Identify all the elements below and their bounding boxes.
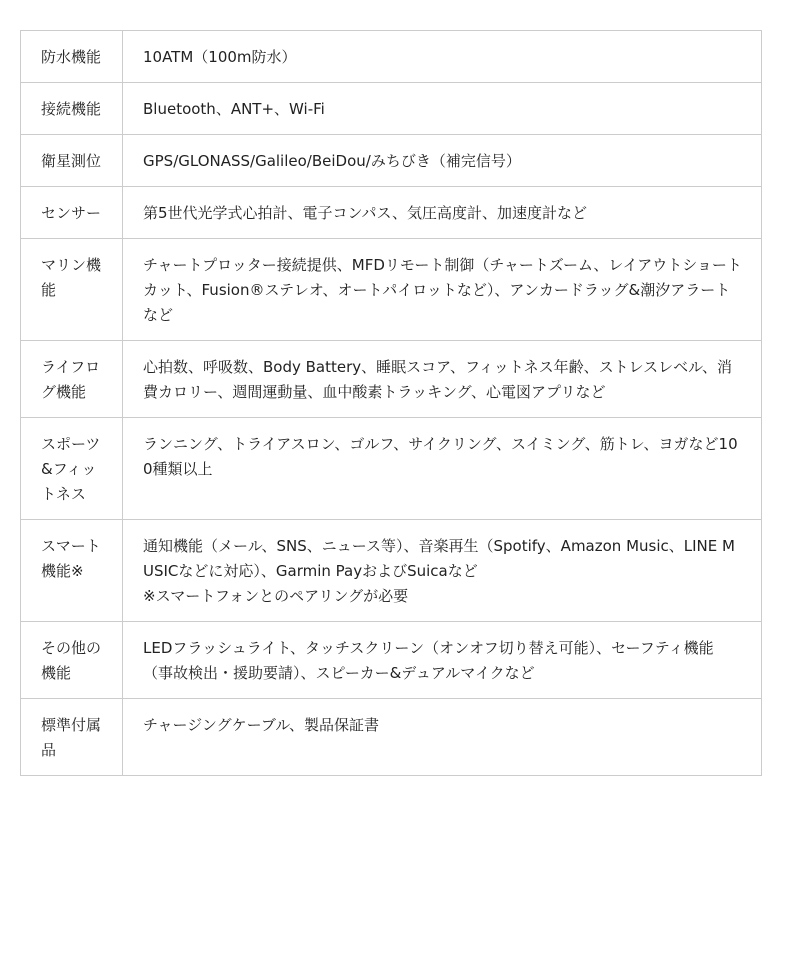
- table-row: [21, 239, 762, 341]
- table-row: [21, 31, 762, 83]
- spec-value: ランニング、トライアスロン、ゴルフ、サイクリング、スイミング、筋トレ、ヨガなど100種類以上: [123, 418, 762, 520]
- spec-label: 標準付属品: [21, 699, 123, 776]
- spec-label: その他の機能: [21, 622, 123, 699]
- spec-label: スマート機能※: [21, 520, 123, 622]
- spec-value: 心拍数、呼吸数、Body Battery、睡眠スコア、フィットネス年齢、ストレスレベル、消費カロリー、週間運動量、血中酸素トラッキング、心電図アプリなど: [123, 341, 762, 418]
- spec-label: 接続機能: [21, 83, 123, 135]
- spec-table: [20, 30, 762, 776]
- table-row: [21, 622, 762, 699]
- table-row: [21, 135, 762, 187]
- table-row: [21, 341, 762, 418]
- table-row: [21, 520, 762, 622]
- spec-label: センサー: [21, 187, 123, 239]
- spec-value: 通知機能（メール、SNS、ニュース等）、音楽再生（Spotify、Amazon Music、LINE MUSICなどに対応）、Garmin PayおよびSuicaなど ※スマートフォンとのペアリングが必要: [123, 520, 762, 622]
- spec-value: 第5世代光学式心拍計、電子コンパス、気圧高度計、加速度計など: [123, 187, 762, 239]
- spec-label: マリン機能: [21, 239, 123, 341]
- spec-value: LEDフラッシュライト、タッチスクリーン（オンオフ切り替え可能）、セーフティ機能（事故検出・援助要請）、スピーカー&デュアルマイクなど: [123, 622, 762, 699]
- spec-label: スポーツ&フィットネス: [21, 418, 123, 520]
- table-row: [21, 699, 762, 776]
- spec-label: 防水機能: [21, 31, 123, 83]
- table-row: [21, 418, 762, 520]
- spec-value: GPS/GLONASS/Galileo/BeiDou/みちびき（補完信号）: [123, 135, 762, 187]
- spec-label: 衛星測位: [21, 135, 123, 187]
- spec-value: 10ATM（100m防水）: [123, 31, 762, 83]
- spec-value: チャージングケーブル、製品保証書: [123, 699, 762, 776]
- spec-value: Bluetooth、ANT+、Wi-Fi: [123, 83, 762, 135]
- table-row: [21, 83, 762, 135]
- spec-value: チャートプロッター接続提供、MFDリモート制御（チャートズーム、レイアウトショートカット、Fusion®ステレオ、オートパイロットなど）、アンカードラッグ&潮汐アラートなど: [123, 239, 762, 341]
- table-row: [21, 187, 762, 239]
- spec-label: ライフログ機能: [21, 341, 123, 418]
